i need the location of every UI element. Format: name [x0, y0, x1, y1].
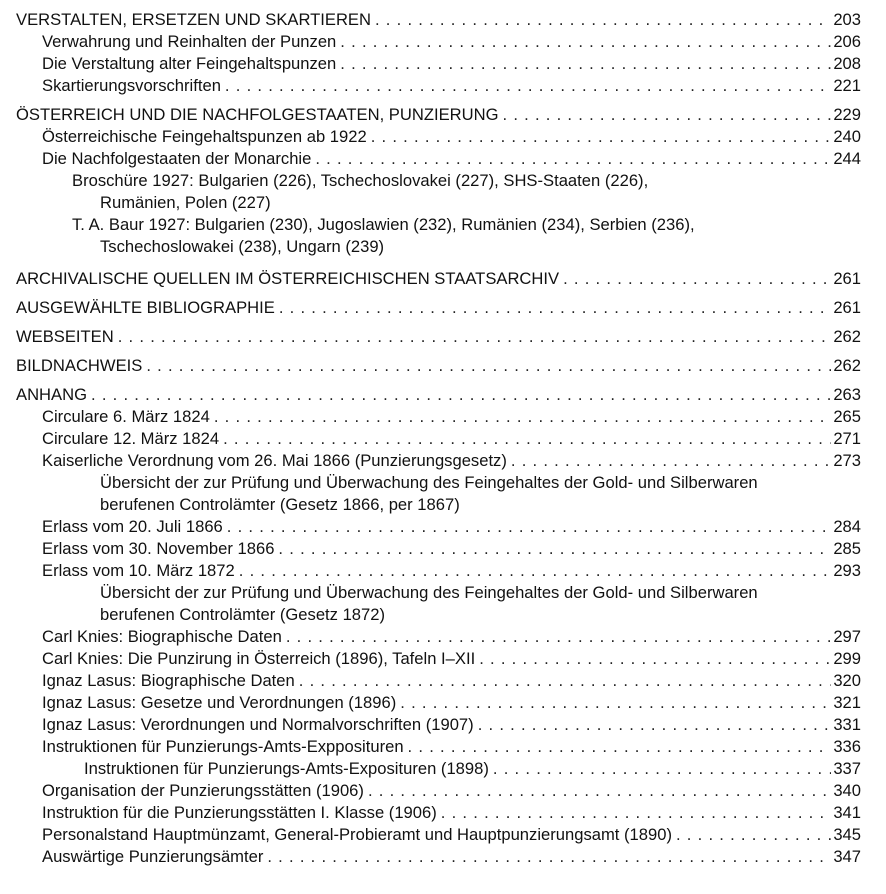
toc-entry[interactable] [0, 384, 886, 406]
toc-entry-title: Ignaz Lasus: Gesetze und Verordnungen (1896) [42, 693, 397, 712]
dot-leader [274, 538, 831, 560]
dot-leader [282, 626, 831, 648]
toc-entry-title: Erlass vom 20. Juli 1866 [42, 517, 223, 536]
toc-entry-title: WEBSEITEN [16, 327, 114, 346]
toc-entry-title: Personalstand Hauptmünzamt, General-Probieramt und Hauptpunzierungsamt (1890) [42, 825, 672, 844]
toc-entry[interactable] [0, 326, 886, 348]
toc-entry-title: Ignaz Lasus: Verordnungen und Normalvorschriften (1907) [42, 715, 474, 734]
dot-leader [114, 326, 831, 348]
toc-subentry [0, 472, 886, 494]
toc-entry[interactable] [0, 75, 886, 97]
toc-entry-page: 263 [833, 385, 861, 404]
dot-leader [219, 428, 831, 450]
table-of-contents [0, 9, 886, 868]
toc-entry-page: 262 [833, 327, 861, 346]
toc-entry-page: 221 [833, 76, 861, 95]
toc-entry-title: Circulare 6. März 1824 [42, 407, 210, 426]
dot-leader [295, 670, 831, 692]
toc-entry-page: 297 [833, 627, 861, 646]
toc-entry[interactable] [0, 802, 886, 824]
toc-entry[interactable] [0, 355, 886, 377]
toc-entry[interactable] [0, 428, 886, 450]
toc-entry[interactable] [0, 126, 886, 148]
toc-entry-title: Übersicht der zur Prüfung und Überwachung des Feingehaltes der Gold- und Silberwaren [100, 583, 758, 602]
toc-entry[interactable] [0, 560, 886, 582]
toc-entry-page: 337 [833, 759, 861, 778]
toc-entry-page: 293 [833, 561, 861, 580]
dot-leader [364, 780, 831, 802]
toc-entry[interactable] [0, 104, 886, 126]
toc-entry-title: Übersicht der zur Prüfung und Überwachung des Feingehaltes der Gold- und Silberwaren [100, 473, 758, 492]
dot-leader [507, 450, 831, 472]
toc-entry-page: 261 [833, 269, 861, 288]
toc-entry-title: Ignaz Lasus: Biographische Daten [42, 671, 295, 690]
dot-leader [474, 714, 831, 736]
toc-entry-title: ANHANG [16, 385, 87, 404]
toc-entry[interactable] [0, 626, 886, 648]
dot-leader [235, 560, 831, 582]
toc-entry-page: 203 [833, 10, 861, 29]
toc-entry[interactable] [0, 780, 886, 802]
toc-subentry-continuation [0, 236, 886, 258]
toc-entry-title: Die Nachfolgestaaten der Monarchie [42, 149, 312, 168]
toc-entry-title: Kaiserliche Verordnung vom 26. Mai 1866 (Punzierungsgesetz) [42, 451, 507, 470]
toc-entry-title: AUSGEWÄHLTE BIBLIOGRAPHIE [16, 298, 275, 317]
toc-entry[interactable] [0, 450, 886, 472]
dot-leader [223, 516, 831, 538]
dot-leader [311, 148, 831, 170]
toc-entry[interactable] [0, 53, 886, 75]
toc-subentry [0, 582, 886, 604]
toc-subentry [0, 214, 886, 236]
toc-entry-page: 345 [833, 825, 861, 844]
toc-entry[interactable] [0, 516, 886, 538]
dot-leader [489, 758, 831, 780]
toc-entry[interactable] [0, 846, 886, 868]
dot-leader [87, 384, 831, 406]
toc-entry[interactable] [0, 148, 886, 170]
dot-leader [336, 53, 831, 75]
toc-entry-title: BILDNACHWEIS [16, 356, 143, 375]
dot-leader [499, 104, 832, 126]
toc-entry[interactable] [0, 297, 886, 319]
dot-leader [336, 31, 831, 53]
toc-entry-page: 262 [833, 356, 861, 375]
toc-entry-title: Instruktion für die Punzierungsstätten I. Klasse (1906) [42, 803, 437, 822]
toc-entry-page: 284 [833, 517, 861, 536]
toc-subentry-continuation [0, 494, 886, 516]
toc-entry[interactable] [0, 692, 886, 714]
toc-entry-title: Circulare 12. März 1824 [42, 429, 220, 448]
toc-entry-page: 341 [833, 803, 861, 822]
toc-entry-title: Organisation der Punzierungsstätten (1906) [42, 781, 364, 800]
toc-entry-page: 321 [833, 693, 861, 712]
toc-entry-page: 320 [833, 671, 861, 690]
toc-entry-page: 240 [833, 127, 861, 146]
toc-entry-page: 273 [833, 451, 861, 470]
toc-entry-page: 261 [833, 298, 861, 317]
toc-entry-page: 336 [833, 737, 861, 756]
toc-entry-title: Instruktionen für Punzierungs-Amts-Exposituren (1898) [84, 759, 489, 778]
toc-entry-title: Verwahrung und Reinhalten der Punzen [42, 32, 337, 51]
toc-entry-title: Österreichische Feingehaltspunzen ab 1922 [42, 127, 367, 146]
dot-leader [210, 406, 831, 428]
toc-entry-page: 244 [833, 149, 861, 168]
dot-leader [475, 648, 831, 670]
toc-entry[interactable] [0, 736, 886, 758]
toc-entry-title: Erlass vom 10. März 1872 [42, 561, 235, 580]
dot-leader [404, 736, 831, 758]
toc-entry-page: 299 [833, 649, 861, 668]
toc-entry[interactable] [0, 9, 886, 31]
toc-entry-page: 347 [833, 847, 861, 866]
toc-entry[interactable] [0, 268, 886, 290]
toc-entry-title: Erlass vom 30. November 1866 [42, 539, 275, 558]
toc-entry-title: Auswärtige Punzierungsämter [42, 847, 264, 866]
toc-entry-title: berufenen Controlämter (Gesetz 1866, per 1867) [100, 495, 460, 514]
toc-entry-title: Tschechoslowakei (238), Ungarn (239) [100, 237, 385, 256]
toc-entry-title: Broschüre 1927: Bulgarien (226), Tschechoslovakei (227), SHS-Staaten (226), [72, 171, 649, 190]
dot-leader [371, 9, 831, 31]
toc-entry-title: Skartierungsvorschriften [42, 76, 221, 95]
dot-leader [367, 126, 831, 148]
toc-entry-page: 229 [833, 105, 861, 124]
dot-leader [437, 802, 831, 824]
toc-entry-title: VERSTALTEN, ERSETZEN UND SKARTIEREN [16, 10, 371, 29]
toc-entry-page: 265 [833, 407, 861, 426]
toc-entry-page: 208 [833, 54, 861, 73]
dot-leader [221, 75, 831, 97]
toc-entry-page: 285 [833, 539, 861, 558]
toc-entry[interactable] [0, 648, 886, 670]
toc-entry-title: Instruktionen für Punzierungs-Amts-Expposituren [42, 737, 404, 756]
toc-entry[interactable] [0, 670, 886, 692]
toc-subentry-continuation [0, 604, 886, 626]
toc-entry-title: Carl Knies: Die Punzirung in Österreich (1896), Tafeln I–XII [42, 649, 476, 668]
dot-leader [275, 297, 831, 319]
toc-entry[interactable] [0, 714, 886, 736]
toc-entry-title: Rumänien, Polen (227) [100, 193, 271, 212]
toc-entry[interactable] [0, 758, 886, 780]
toc-entry-title: Die Verstaltung alter Feingehaltspunzen [42, 54, 337, 73]
toc-entry-title: Carl Knies: Biographische Daten [42, 627, 282, 646]
toc-entry-title: berufenen Controlämter (Gesetz 1872) [100, 605, 386, 624]
toc-entry[interactable] [0, 824, 886, 846]
dot-leader [396, 692, 831, 714]
dot-leader [559, 268, 831, 290]
toc-entry-page: 331 [833, 715, 861, 734]
toc-entry-title: ARCHIVALISCHE QUELLEN IM ÖSTERREICHISCHEN STAATSARCHIV [16, 269, 560, 288]
dot-leader [142, 355, 831, 377]
dot-leader [672, 824, 831, 846]
toc-entry-title: ÖSTERREICH UND DIE NACHFOLGESTAATEN, PUNZIERUNG [16, 105, 499, 124]
toc-subentry [0, 170, 886, 192]
toc-entry[interactable] [0, 406, 886, 428]
toc-subentry-continuation [0, 192, 886, 214]
toc-entry-page: 206 [833, 32, 861, 51]
toc-entry-title: T. A. Baur 1927: Bulgarien (230), Jugoslawien (232), Rumänien (234), Serbien (236), [72, 215, 695, 234]
toc-entry-page: 340 [833, 781, 861, 800]
toc-entry[interactable] [0, 31, 886, 53]
dot-leader [263, 846, 831, 868]
toc-entry-page: 271 [833, 429, 861, 448]
toc-entry[interactable] [0, 538, 886, 560]
